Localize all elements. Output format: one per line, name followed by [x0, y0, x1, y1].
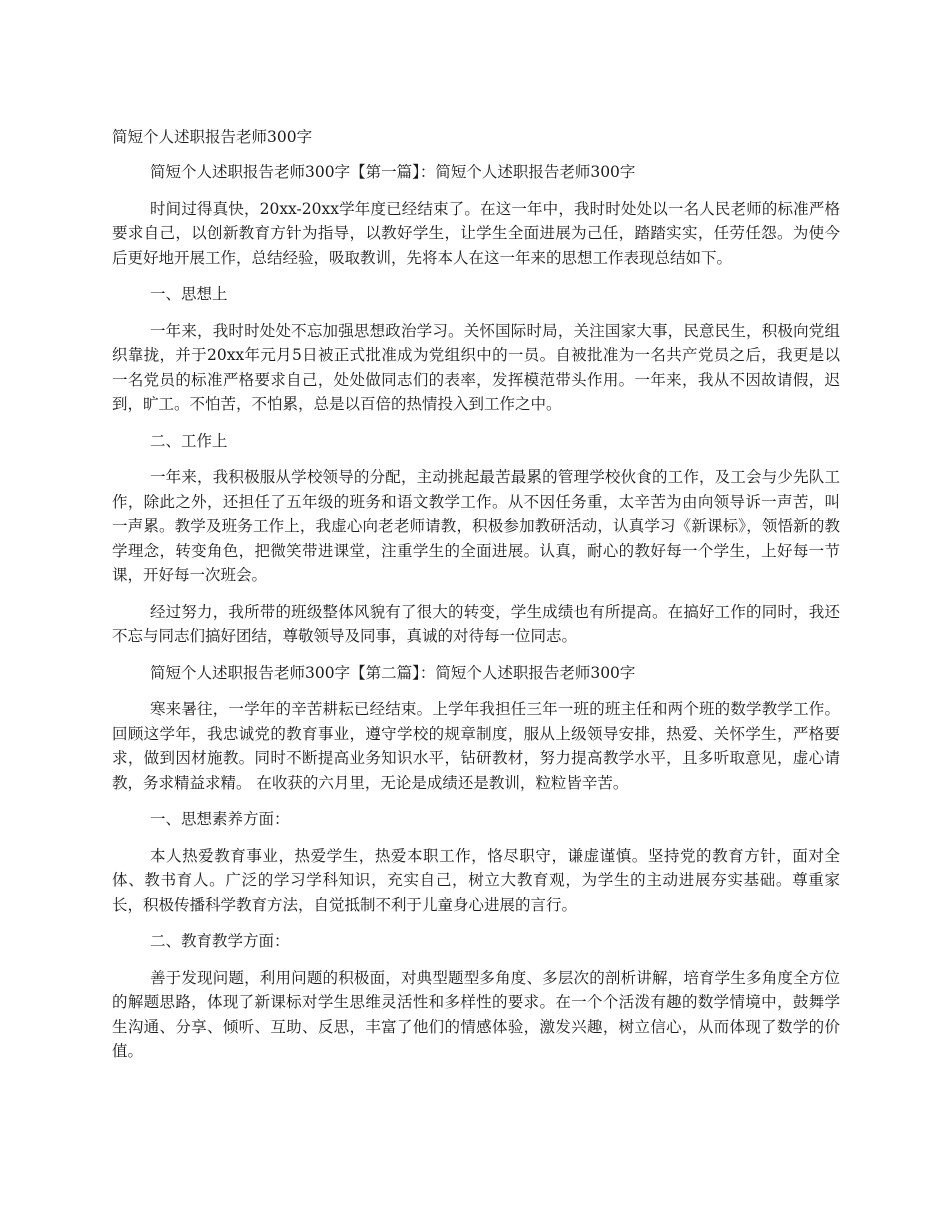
paragraph: 时间过得真快，20xx-20xx学年度已经结束了。在这一年中，我时时处处以一名人民老师的标准严格要求自己，以创新教育方针为指导，以教好学生，让学生全面进展为己任，踏踏实实，任劳任怨。为使今后更好地开展工作，总结经验，吸取教训，先将本人在这一年来的思想工作表现总结如下。 — [112, 199, 840, 267]
subheading-thought: 一、思想上 — [150, 285, 228, 303]
paragraph: 善于发现问题，利用问题的积极面，对典型题型多角度、多层次的剖析讲解，培育学生多角度全方位的解题思路，体现了新课标对学生思维灵活性和多样性的要求。在一个个活泼有趣的数学情境中，鼓舞学生沟通、分享、倾听、互助、反思，丰富了他们的情感体验，激发兴趣，树立信心，从而体现了数学的价值。 — [112, 968, 840, 1060]
section-heading-part-one: 简短个人述职报告老师300字【第一篇】：简短个人述职报告老师300字 — [150, 163, 636, 181]
subheading-ideology: 一、思想素养方面： — [150, 810, 290, 828]
document-page — [112, 120, 840, 1076]
subheading-work: 二、工作上 — [150, 431, 228, 450]
paragraph: 本人热爱教育事业，热爱学生，热爱本职工作，恪尽职守，谦虚谨慎。坚持党的教育方针，面对全体、教书育人。广泛的学习学科知识，充实自己，树立大教育观，为学生的主动进展夯实基础。尊重家长，积极传播科学教育方法，自觉抵制不利于儿童身心进展的言行。 — [112, 846, 840, 914]
paragraph: 寒来暑往，一学年的辛苦耕耘已经结束。上学年我担任三年一班的班主任和两个班的数学教学工作。回顾这学年，我忠诚党的教育事业，遵守学校的规章制度，服从上级领导安排，热爱、关怀学生，严格要求，做到因材施教。同时不断提高业务知识水平，钻研教材，努力提高教学水平，且多听取意见，虚心请教，务求精益求精。 在收获的六月里，无论是成绩还是教训，粒粒皆辛苦。 — [112, 700, 840, 792]
document-title: 简短个人述职报告老师300字 — [112, 128, 313, 146]
paragraph: 经过努力，我所带的班级整体风貌有了很大的转变，学生成绩也有所提高。在搞好工作的同时，我还不忘与同志们搞好团结，尊敬领导及同事，真诚的对待每一位同志。 — [112, 602, 840, 645]
subheading-teaching: 二、教育教学方面： — [150, 932, 290, 950]
section-heading-part-two: 简短个人述职报告老师300字【第二篇】：简短个人述职报告老师300字 — [150, 663, 636, 682]
paragraph: 一年来，我积极服从学校领导的分配，主动挑起最苦最累的管理学校伙食的工作，及工会与少先队工作，除此之外，还担任了五年级的班务和语文教学工作。从不因任务重，太辛苦为由向领导诉一声苦，叫一声累。教学及班务工作上，我虚心向老老师请教，积极参加教研活动，认真学习《新课标》，领悟新的教学理念，转变角色，把微笑带进课堂，注重学生的全面进展。认真，耐心的教好每一个学生，上好每一节课，开好每一次班会。 — [112, 468, 840, 584]
paragraph: 一年来，我时时处处不忘加强思想政治学习。关怀国际时局，关注国家大事，民意民生，积极向党组织靠拢，并于20xx年元月5日被正式批准成为党组织中的一员。自被批准为一名共产党员之后，我更是以一名党员的标准严格要求自己，处处做同志们的表率，发挥模范带头作用。一年来，我从不因故请假，迟到，旷工。不怕苦，不怕累，总是以百倍的热情投入到工作之中。 — [112, 321, 840, 413]
